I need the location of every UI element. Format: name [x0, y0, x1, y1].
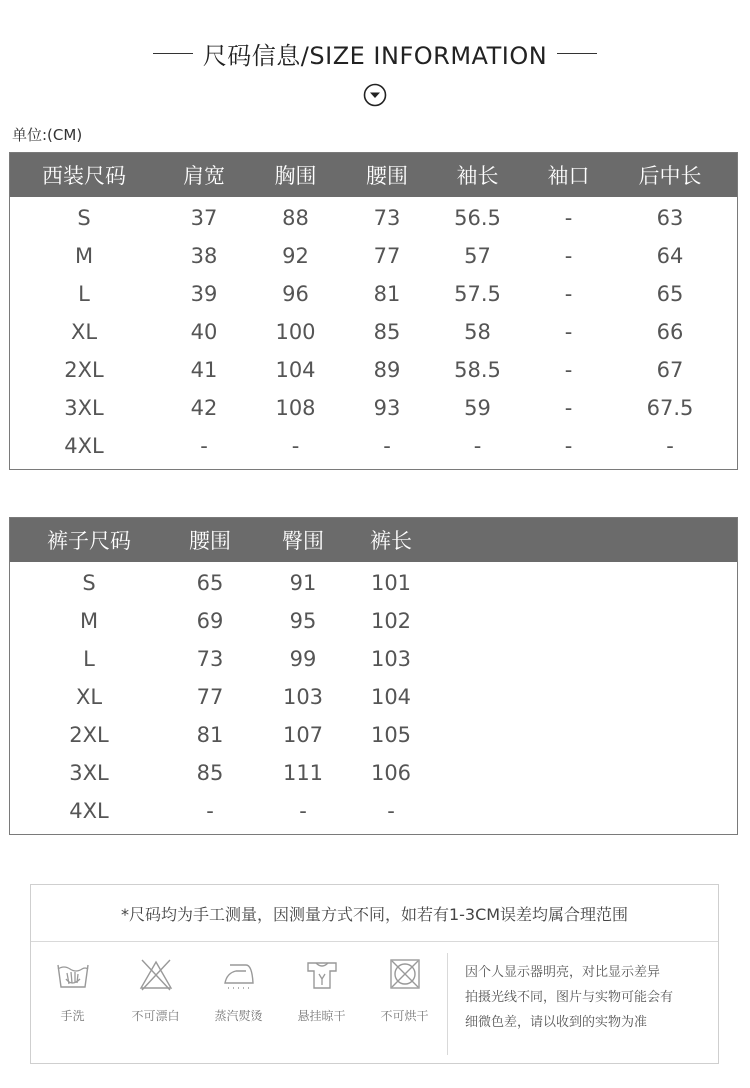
table-cell: -: [564, 396, 573, 420]
table-cell: 77: [373, 244, 401, 268]
table-cell: 56.5: [454, 206, 501, 230]
table-cell: S: [77, 206, 91, 230]
suit-column-header: 肩宽: [183, 164, 225, 188]
table-cell: 4XL: [69, 799, 109, 823]
table-row: [10, 199, 737, 237]
table-row: [10, 351, 737, 389]
table-cell: XL: [75, 685, 103, 709]
measurement-note: *尺码均为手工测量，因测量方式不同，如若有1-3CM误差均属合理范围: [31, 885, 718, 942]
suit-column-header: 后中长: [638, 164, 702, 188]
table-cell: 2XL: [69, 723, 109, 747]
table-cell: 99: [289, 647, 317, 671]
header-left-dash: [153, 53, 193, 54]
table-cell: -: [564, 206, 573, 230]
table-cell: 63: [656, 206, 684, 230]
unit-label: 单位:(CM): [12, 126, 83, 144]
table-row: [10, 564, 737, 602]
table-cell: 103: [370, 647, 412, 671]
table-cell: -: [564, 434, 573, 458]
table-cell: 89: [373, 358, 401, 382]
table-cell: 66: [656, 320, 684, 344]
table-cell: 91: [289, 571, 317, 595]
table-cell: 59: [464, 396, 491, 420]
table-cell: 85: [196, 761, 224, 785]
pants-column-header: 腰围: [189, 529, 231, 553]
no-bleach-icon: [137, 957, 175, 993]
pants-column-header: 裤长: [370, 529, 412, 553]
table-cell: 57.5: [454, 282, 501, 306]
care-item-no-tumble-dry: [363, 957, 446, 1024]
pants-column-header: 裤子尺码: [47, 529, 131, 553]
pants-column-header: 臀围: [282, 529, 324, 553]
table-cell: 104: [275, 358, 316, 382]
table-cell: 103: [282, 685, 324, 709]
table-cell: -: [387, 799, 395, 823]
table-cell: 57: [464, 244, 491, 268]
disclaimer-line: 细微色差，请以收到的实物为准: [465, 1015, 648, 1030]
table-cell: -: [299, 799, 307, 823]
table-cell: 67.5: [646, 396, 694, 420]
suit-column-header: 腰围: [366, 164, 408, 188]
pants-table-header: [10, 518, 737, 562]
table-cell: 3XL: [69, 761, 109, 785]
care-label-no-tumble-dry: 不可烘干: [380, 1009, 429, 1023]
table-cell: -: [200, 434, 208, 458]
table-cell: 39: [190, 282, 218, 306]
table-cell: 100: [275, 320, 316, 344]
care-item-hang-dry: [280, 957, 363, 1024]
care-label-hang-dry: 悬挂晾干: [297, 1009, 346, 1023]
table-cell: 85: [373, 320, 401, 344]
steam-iron-icon: [220, 957, 258, 993]
table-row: [10, 313, 737, 351]
table-cell: 107: [282, 723, 324, 747]
table-cell: 2XL: [64, 358, 104, 382]
suit-column-header: 西装尺码: [42, 164, 126, 188]
table-row: [10, 389, 737, 427]
disclaimer-line: 因个人显示器明亮，对比显示差异: [465, 965, 661, 980]
table-cell: 4XL: [64, 434, 104, 458]
table-cell: 93: [373, 396, 401, 420]
table-cell: 95: [289, 609, 317, 633]
suit-column-header: 胸围: [274, 164, 317, 188]
care-label-hand-wash: 手洗: [60, 1009, 85, 1023]
table-cell: -: [383, 434, 391, 458]
table-cell: 88: [282, 206, 309, 230]
table-cell: 58: [464, 320, 491, 344]
suit-column-header: 袖长: [456, 164, 499, 188]
chevron-down-circle-icon: [363, 83, 387, 107]
table-row: [10, 602, 737, 640]
pants-table-body: [10, 562, 737, 830]
table-cell: -: [206, 799, 214, 823]
table-cell: 111: [282, 761, 324, 785]
table-row: [10, 754, 737, 792]
care-icons-row: [31, 957, 446, 1024]
table-cell: 104: [370, 685, 412, 709]
table-row: [10, 716, 737, 754]
table-cell: 102: [370, 609, 412, 633]
color-disclaimer: [465, 960, 715, 1035]
table-cell: 73: [196, 647, 224, 671]
table-cell: 40: [190, 320, 218, 344]
table-cell: 106: [370, 761, 412, 785]
header-right-dash: [557, 53, 597, 54]
table-cell: 77: [196, 685, 224, 709]
table-cell: 3XL: [64, 396, 104, 420]
table-cell: 81: [373, 282, 401, 306]
section-header: [0, 36, 750, 71]
table-cell: 58.5: [454, 358, 501, 382]
table-row: [10, 237, 737, 275]
table-cell: M: [74, 244, 94, 268]
table-row: [10, 640, 737, 678]
table-cell: -: [564, 282, 573, 306]
table-cell: L: [78, 282, 90, 306]
table-cell: 42: [190, 396, 218, 420]
table-cell: XL: [70, 320, 98, 344]
no-tumble-dry-icon: [386, 957, 424, 993]
table-cell: S: [82, 571, 96, 595]
hang-dry-icon: [303, 957, 341, 993]
table-cell: -: [564, 358, 573, 382]
care-divider: [447, 953, 448, 1055]
table-cell: 96: [282, 282, 309, 306]
table-row: [10, 792, 737, 830]
table-cell: 92: [282, 244, 309, 268]
table-row: [10, 275, 737, 313]
table-cell: M: [79, 609, 99, 633]
care-info-box: [30, 884, 719, 1064]
table-cell: L: [83, 647, 95, 671]
suit-column-header: 袖口: [547, 164, 590, 188]
pants-size-table: [9, 517, 738, 835]
care-item-no-bleach: [114, 957, 197, 1024]
suit-table-header: [10, 153, 737, 197]
table-cell: -: [666, 434, 674, 458]
suit-size-table: [9, 152, 738, 470]
table-cell: 41: [190, 358, 218, 382]
table-cell: -: [291, 434, 300, 458]
care-item-steam-iron: [197, 957, 280, 1024]
care-label-steam-iron: 蒸汽熨烫: [214, 1009, 263, 1023]
table-cell: 81: [196, 723, 224, 747]
suit-table-body: [10, 197, 737, 465]
table-cell: 38: [190, 244, 218, 268]
table-cell: 101: [370, 571, 412, 595]
care-item-hand-wash: [31, 957, 114, 1024]
table-cell: -: [564, 320, 573, 344]
table-cell: -: [564, 244, 573, 268]
table-cell: 67: [656, 358, 684, 382]
hand-wash-icon: [54, 957, 92, 993]
table-cell: 65: [656, 282, 684, 306]
table-cell: 73: [373, 206, 401, 230]
table-cell: 105: [370, 723, 412, 747]
page-title: 尺码信息/SIZE INFORMATION: [202, 42, 548, 70]
care-label-no-bleach: 不可漂白: [131, 1009, 180, 1023]
table-cell: -: [473, 434, 482, 458]
table-cell: 108: [275, 396, 316, 420]
table-cell: 64: [656, 244, 684, 268]
table-row: [10, 427, 737, 465]
disclaimer-line: 拍摄光线不同，图片与实物可能会有: [465, 990, 674, 1005]
table-cell: 37: [190, 206, 218, 230]
table-cell: 65: [196, 571, 224, 595]
table-cell: 69: [196, 609, 224, 633]
table-row: [10, 678, 737, 716]
